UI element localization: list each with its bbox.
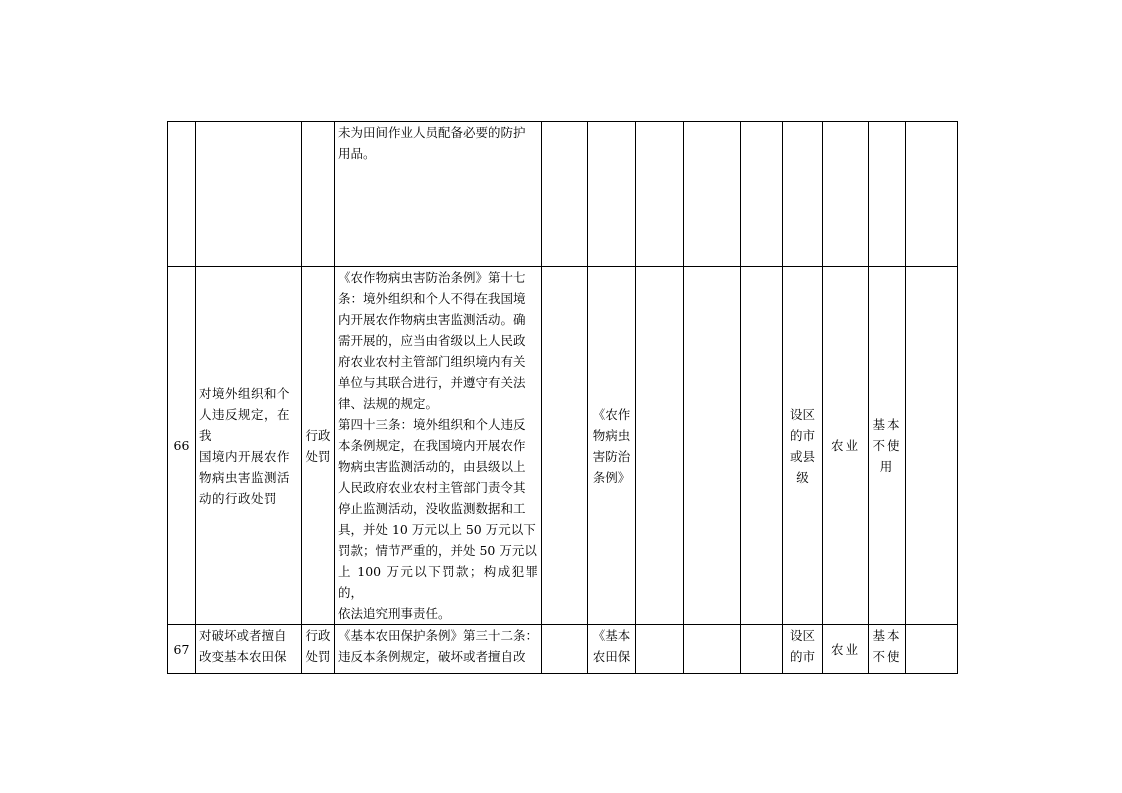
- basis-text: 《基本农田保护条例》第三十二条： 违反本条例规定，破坏或者擅自改: [338, 628, 538, 664]
- cell-department: [823, 267, 869, 625]
- cell-law: [588, 122, 636, 267]
- cell-type: [302, 625, 335, 674]
- law-name: 《基本 农田保: [592, 628, 631, 664]
- cell-empty: [684, 625, 741, 674]
- table-row-66: [168, 267, 958, 625]
- cell-empty: [542, 267, 588, 625]
- department: 农业: [830, 641, 860, 657]
- cell-empty: [906, 122, 958, 267]
- cell-index: [168, 122, 196, 267]
- cell-basis: [335, 625, 542, 674]
- cell-empty: [741, 267, 783, 625]
- cell-empty: [636, 267, 684, 625]
- cell-empty: [741, 625, 783, 674]
- cell-department: [823, 122, 869, 267]
- basis-text: 未为田间作业人员配备必要的防护 用品。: [338, 125, 526, 161]
- cell-type: [302, 122, 335, 267]
- cell-empty: [741, 122, 783, 267]
- usage-note: 基本 不使: [872, 628, 902, 664]
- cell-empty: [636, 122, 684, 267]
- item-type: 行政 处罚: [305, 427, 331, 464]
- cell-basis: [335, 267, 542, 625]
- table-row-continued: [168, 122, 958, 267]
- basis-text: 《农作物病虫害防治条例》第十七 条：境外组织和个人不得在我国境 内开展农作物病虫害监测活动。确 需开展的，应当由省级以上人民政 府农业农村主管部门组织境内有关 单位与其联合进行，并遵守有关法 律、法规的规定。 第四十三条：境外组织和个人违反 本条例规定，在我国境内开展农作 物病虫害监测活动的，由县级以上 人民政府农业农村主管部门责令其 停止监测活动，没收监测数据和工 具，并处 10 万元以上 50 万元以下 罚款；情节严重的，并处 50 万元以 上 100 万元以下罚款；构成犯罪的， 依法追究刑事责任。: [338, 270, 538, 621]
- cell-empty: [684, 267, 741, 625]
- cell-note: [869, 267, 906, 625]
- cell-law: [588, 267, 636, 625]
- table-row-67: [168, 625, 958, 674]
- row-index: 66: [173, 438, 190, 453]
- cell-law: [588, 625, 636, 674]
- cell-empty: [542, 122, 588, 267]
- row-index: 67: [173, 641, 190, 657]
- cell-index: [168, 267, 196, 625]
- law-name: 《农作 物病虫 害防治 条例》: [592, 406, 631, 485]
- enforcement-table: [167, 121, 958, 674]
- usage-note: 基本 不使 用: [872, 417, 902, 474]
- item-name: 对破坏或者擅自 改变基本农田保: [199, 628, 287, 664]
- enforcement-level: 设区 的市: [789, 628, 815, 664]
- cell-level: [783, 122, 823, 267]
- cell-note: [869, 122, 906, 267]
- item-name: 对境外组织和个 人违反规定，在我 国境内开展农作 物病虫害监测活 动的行政处罚: [199, 385, 291, 506]
- cell-note: [869, 625, 906, 674]
- cell-empty: [906, 267, 958, 625]
- cell-item-name: [196, 625, 302, 674]
- cell-empty: [906, 625, 958, 674]
- cell-basis: [335, 122, 542, 267]
- cell-empty: [542, 625, 588, 674]
- cell-type: [302, 267, 335, 625]
- cell-level: [783, 267, 823, 625]
- cell-level: [783, 625, 823, 674]
- cell-index: [168, 625, 196, 674]
- cell-item-name: [196, 122, 302, 267]
- cell-empty: [636, 625, 684, 674]
- cell-department: [823, 625, 869, 674]
- cell-item-name: [196, 267, 302, 625]
- cell-empty: [684, 122, 741, 267]
- department: 农业: [830, 438, 860, 453]
- enforcement-level: 设区 的市 或县 级: [789, 406, 815, 485]
- item-type: 行政 处罚: [305, 628, 331, 664]
